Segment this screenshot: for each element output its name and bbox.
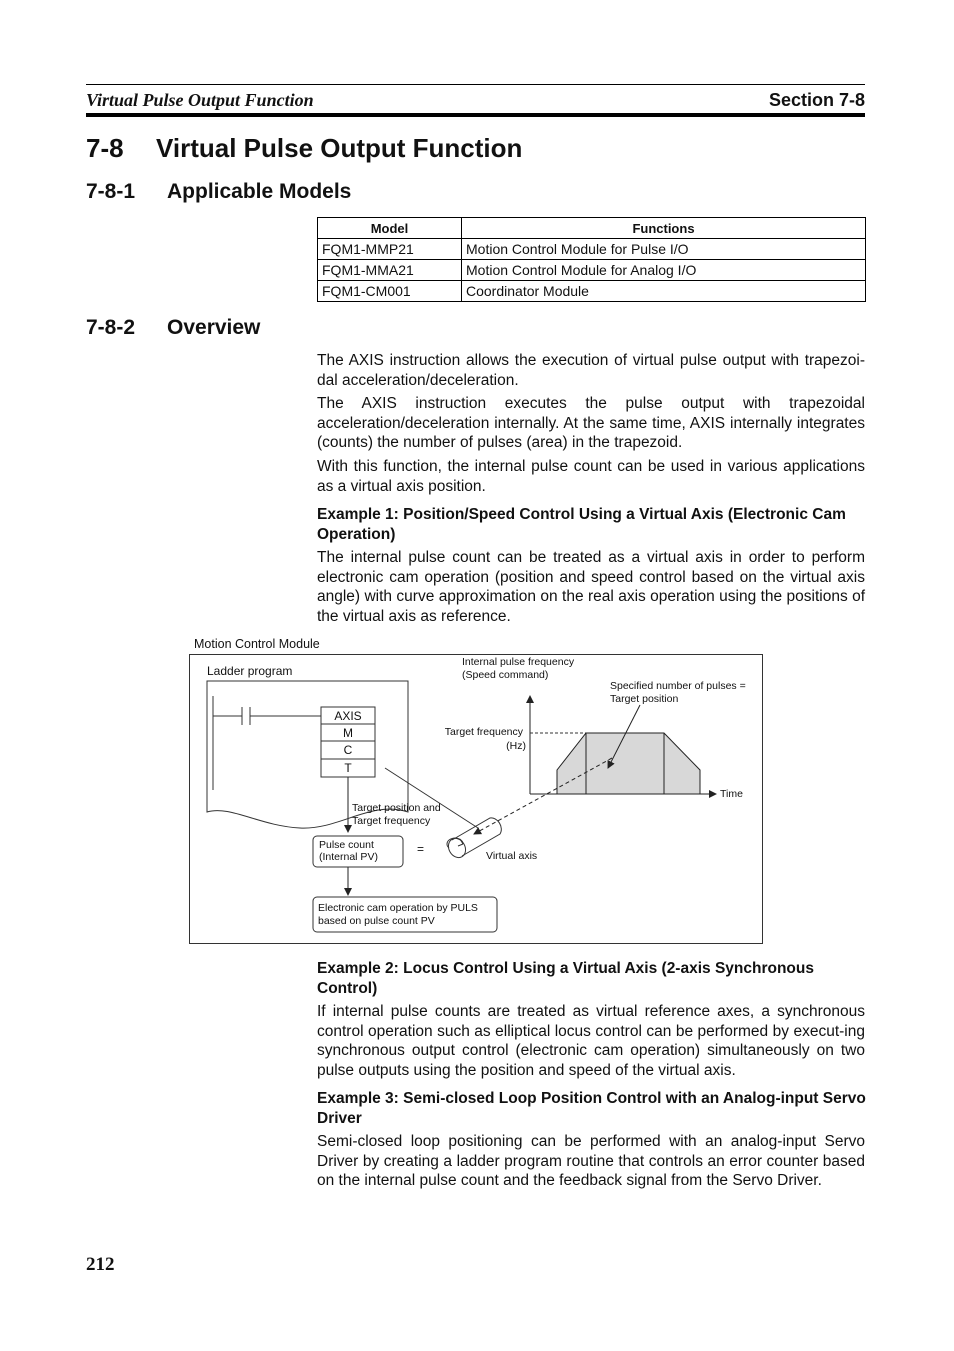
target-position-label-1: Target position and: [352, 802, 441, 814]
frequency-label-2: (Speed command): [462, 669, 549, 681]
table-header-cell: Functions: [462, 218, 866, 239]
figure-title: Motion Control Module: [194, 637, 320, 651]
table-cell: FQM1-CM001: [318, 281, 462, 302]
example-1-text: The internal pulse count can be treated as a virtual axis in order to perform electronic cam operation (position and speed control based on the virtual axis angle) with curve approximation on the real axis operation using the positions of the virtual axis as reference.: [317, 549, 865, 625]
running-header-title: Virtual Pulse Output Function: [86, 90, 314, 110]
frequency-label-1: Internal pulse frequency: [462, 656, 575, 668]
ladder-program-label: Ladder program: [207, 664, 293, 678]
table-cell: FQM1-MMA21: [318, 260, 462, 281]
table-cell: FQM1-MMP21: [318, 239, 462, 260]
virtual-axis-label: Virtual axis: [486, 850, 538, 862]
specified-pulses-label-1: Specified number of pulses =: [610, 680, 746, 692]
equals-sign: =: [417, 842, 425, 856]
page-title-text: Virtual Pulse Output Function: [156, 133, 523, 163]
instruction-m: M: [343, 726, 353, 740]
page-number: 212: [86, 1254, 115, 1275]
target-frequency-label-1: Target frequency: [444, 726, 523, 738]
pulse-count-label-1: Pulse count: [319, 839, 374, 851]
running-header-section: Section 7-8: [768, 90, 865, 110]
example-3-text: Semi-closed loop positioning can be performed with an analog-input Servo Driver by creating a ladder program routine that controls an error counter based on the internal pulse count and the feedback signal from the Servo Driver.: [317, 1133, 865, 1189]
section-number: 7-8-1: [86, 180, 136, 203]
cam-operation-label-1: Electronic cam operation by PULS: [318, 902, 478, 914]
section-title: Overview: [167, 316, 261, 339]
example-2-text: If internal pulse counts are treated as virtual reference axes, a synchronous control operation such as elliptical locus control can be performed by execut-ing synchronous output control (electronic cam operation) simultaneously on two pulse outputs using the position and speed of the virtual axis.: [317, 1003, 865, 1079]
table-cell: Motion Control Module for Analog I/O: [462, 260, 866, 281]
instruction-axis: AXIS: [334, 709, 362, 723]
instruction-c: C: [343, 743, 353, 757]
overview-paragraph-3: With this function, the internal pulse count can be used in various applications as a virtual axis position.: [317, 458, 865, 495]
table-header-cell: Model: [318, 218, 462, 239]
section-title: Applicable Models: [167, 180, 352, 203]
target-position-label-2: Target frequency: [352, 815, 431, 827]
overview-paragraph-2: The AXIS instruction executes the pulse output with trapezoidal acceleration/deceleration internally. At the same time, AXIS internally integrates (counts) the number of pulses (area) in the trapezoid.: [317, 395, 865, 451]
target-frequency-label-2: (Hz): [506, 740, 526, 752]
example-1-heading: Example 1: Position/Speed Control Using a Virtual Axis (Electronic Cam Operation): [317, 506, 846, 543]
page-title-number: 7-8: [86, 133, 124, 163]
overview-paragraph-1: The AXIS instruction allows the execution of virtual pulse output with trapezoi-dal acceleration/deceleration.: [317, 352, 865, 389]
example-3-heading: Example 3: Semi-closed Loop Position Control with an Analog-input Servo Driver: [317, 1090, 866, 1127]
time-label: Time: [720, 788, 743, 800]
table-cell: Coordinator Module: [462, 281, 866, 302]
section-number: 7-8-2: [86, 316, 136, 339]
example-2-heading: Example 2: Locus Control Using a Virtual Axis (2-axis Synchronous Control): [317, 960, 814, 997]
instruction-t: T: [344, 761, 352, 775]
pulse-count-label-2: (Internal PV): [319, 851, 378, 863]
dashed-arrow-to-axis: [474, 758, 612, 834]
table-cell: Motion Control Module for Pulse I/O: [462, 239, 866, 260]
specified-pulses-label-2: Target position: [610, 693, 679, 705]
trapezoid-profile: [557, 733, 700, 794]
cam-operation-label-2: based on pulse count PV: [318, 915, 435, 927]
